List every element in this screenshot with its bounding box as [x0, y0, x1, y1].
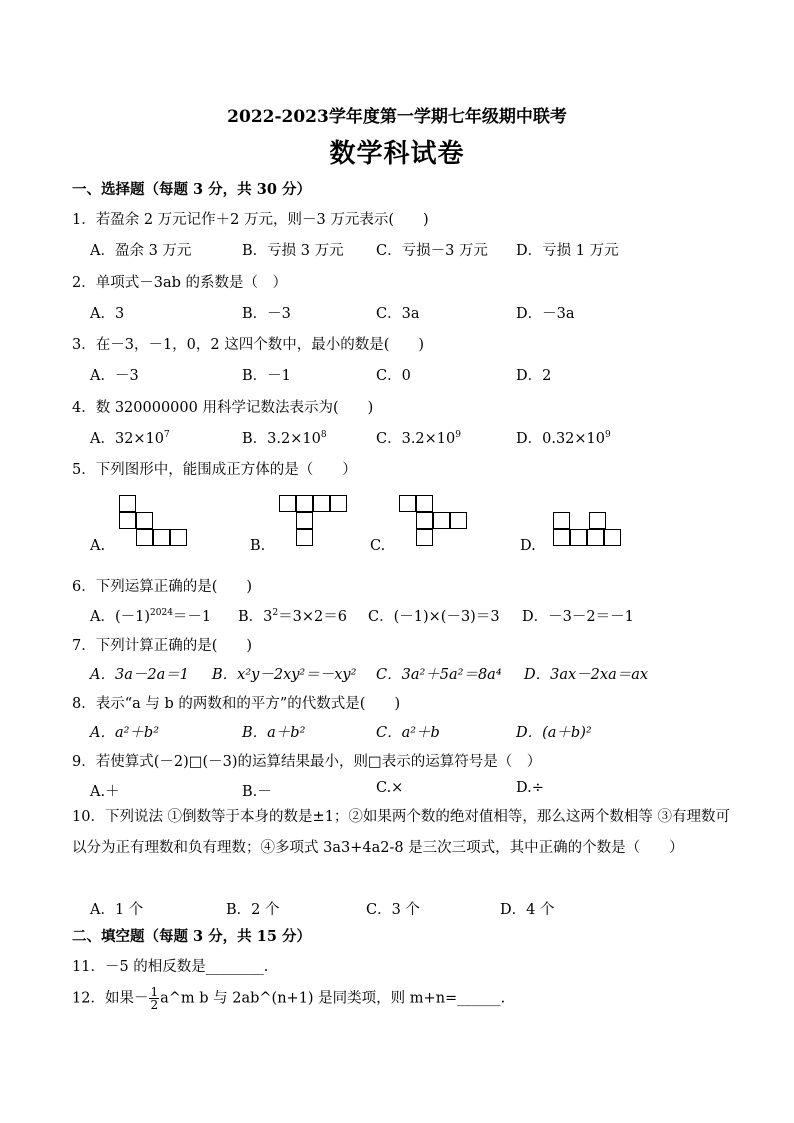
question-7: 7．下列计算正确的是( )	[72, 638, 253, 654]
q7-option-b: B．x²y－2xy²＝－xy²	[212, 667, 357, 683]
q5-option-a: A.	[90, 538, 106, 554]
q9-option-c: C.×	[376, 780, 404, 796]
q2-option-b: B．－3	[242, 306, 291, 322]
q2-option-a: A．3	[90, 306, 125, 322]
question-2: 2．单项式－3ab 的系数是（ ）	[72, 275, 287, 291]
q1-option-c: C．亏损－3 万元	[376, 243, 488, 259]
q5-option-b: B.	[250, 538, 266, 554]
q1-option-d: D．亏损 1 万元	[516, 243, 619, 259]
q3-option-b: B．－1	[242, 368, 291, 384]
q5-option-d: D.	[520, 538, 536, 554]
q4-option-c: C．$3.2\times 10^9$	[376, 430, 461, 447]
q9-option-a: A.＋	[90, 784, 120, 800]
q8-option-d: D．(a＋b)²	[516, 725, 592, 741]
q7-option-a: A．3a－2a＝1	[90, 667, 189, 683]
question-5: 5．下列图形中，能围成正方体的是（ ）	[72, 462, 357, 478]
q3-option-c: C．0	[376, 368, 411, 384]
question-11: 11．－5 的相反数是________.	[72, 959, 269, 975]
q8-option-c: C．a²＋b	[376, 725, 440, 741]
q4-option-d: D．$0.32\times 10^9$	[516, 430, 611, 447]
question-1: 1．若盈余 2 万元记作＋2 万元，则－3 万元表示( )	[72, 212, 429, 228]
section-heading-fill: 二、填空题（每题 3 分，共 15 分）	[72, 928, 311, 945]
q3-option-a: A．－3	[90, 368, 139, 384]
question-10: 10．下列说法 ①倒数等于本身的数是±1；②如果两个数的绝对值相等，那么这两个数相等 ③有理数可以分为正有理数和负有理数；④多项式 3a3+4a2-8 是三次三项式，其中正确的个数是（ ）	[72, 809, 731, 856]
q8-option-b: B．a＋b²	[242, 725, 306, 741]
q10-option-a: A．1 个	[90, 902, 144, 918]
question-4: 4．数 320000000 用科学记数法表示为( )	[72, 400, 374, 416]
q4-option-b: B．$3.2\times 10^8$	[242, 430, 327, 447]
q6-option-c: C．(－1)×(－3)＝3	[368, 609, 500, 625]
q6-option-a: A．$(-1)^{2024}=-1$	[90, 608, 212, 625]
q8-option-a: A．a²＋b²	[90, 725, 160, 741]
q9-option-b: B.－	[242, 784, 272, 800]
question-8: 8．表示“a 与 b 的两数和的平方”的代数式是( )	[72, 696, 401, 712]
section-heading-choice: 一、选择题（每题 3 分，共 30 分）	[72, 181, 311, 198]
q7-option-c: C．3a²＋5a²＝8a⁴	[376, 667, 502, 683]
exam-subject-title: 数学科试卷	[329, 139, 465, 169]
q3-option-d: D．2	[516, 368, 552, 384]
question-3: 3．在－3，－1，0，2 这四个数中，最小的数是( )	[72, 337, 425, 353]
q2-option-d: D．－3a	[516, 306, 575, 322]
fraction-one-half: $\frac{1}{2}$	[150, 985, 159, 1012]
q5-option-c: C.	[370, 538, 386, 554]
q1-option-b: B．亏损 3 万元	[242, 243, 344, 259]
question-9: 9．若使算式(－2)□(－3)的运算结果最小，则□表示的运算符号是（ ）	[72, 754, 542, 770]
q10-option-b: B．2 个	[226, 902, 280, 918]
q4-option-a: A．$32\times 10^7$	[90, 430, 170, 447]
q6-option-b: B．$3^2=3\times 2=6$	[238, 608, 347, 625]
question-12: 12．如果－ $\frac{1}{2}$ a^m b 与 2ab^(n+1) 是同类项，则 m+n=______.	[72, 985, 506, 1012]
q1-option-a: A．盈余 3 万元	[90, 243, 192, 259]
q10-option-d: D．4 个	[500, 902, 555, 918]
exam-title: 2022-2023学年度第一学期七年级期中联考	[227, 107, 567, 127]
q2-option-c: C．3a	[376, 306, 420, 322]
question-6: 6．下列运算正确的是( )	[72, 579, 253, 595]
q6-option-d: D．－3－2＝－1	[522, 609, 634, 625]
q9-option-d: D.÷	[516, 780, 544, 796]
q7-option-d: D．3ax－2xa＝ax	[524, 667, 649, 683]
q10-option-c: C．3 个	[366, 902, 420, 918]
